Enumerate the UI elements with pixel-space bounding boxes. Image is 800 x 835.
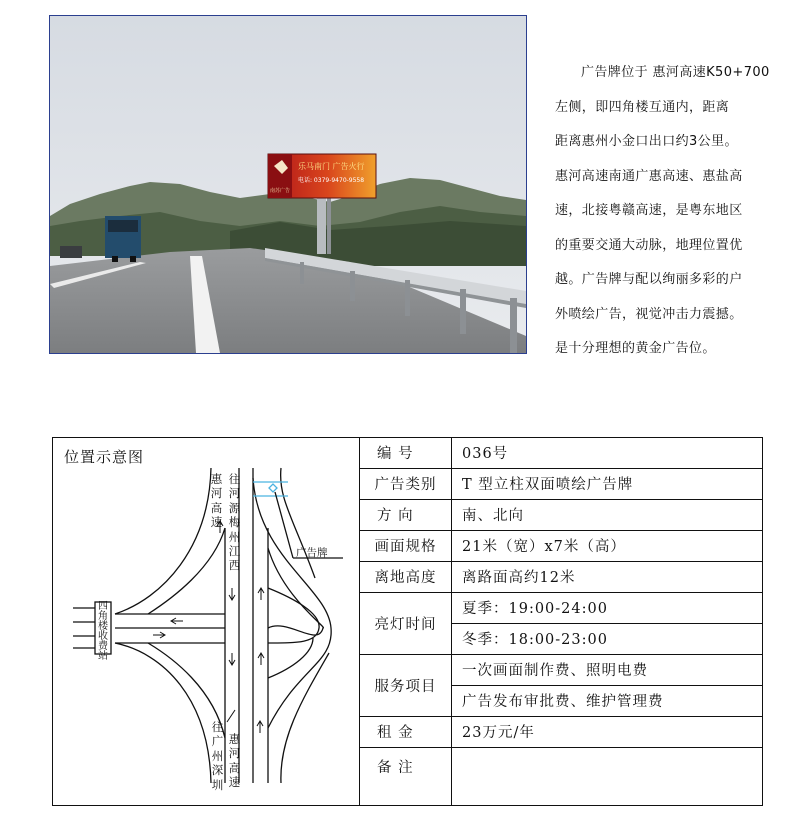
description-line: 是十分理想的黄金广告位。 bbox=[555, 341, 716, 356]
table-row bbox=[360, 654, 762, 685]
direction-value: 南、北向 bbox=[452, 499, 763, 530]
info-sheet bbox=[52, 437, 763, 806]
service-key: 服务项目 bbox=[360, 654, 452, 716]
lighting-summer: 夏季：19:00-24:00 bbox=[452, 592, 763, 623]
service-item-1: 一次画面制作费、照明电费 bbox=[452, 654, 763, 685]
map-title: 位置示意图 bbox=[64, 448, 145, 466]
service-item-2: 广告发布审批费、维护管理费 bbox=[452, 685, 763, 716]
billboard-brand-text: 南苏广告 bbox=[269, 188, 291, 194]
table-row bbox=[360, 468, 762, 499]
code-key: 编 号 bbox=[360, 438, 452, 468]
size-key: 画面规格 bbox=[360, 530, 452, 561]
type-value: T 型立柱双面喷绘广告牌 bbox=[452, 468, 763, 499]
description-line: 惠河高速南通广惠高速、惠盐高 bbox=[555, 168, 743, 184]
description-line: 距离惠州小金口出口约3公里。 bbox=[555, 134, 738, 149]
description-line: 广告牌位于 惠河高速K50+700 bbox=[581, 65, 770, 80]
billboard-photo bbox=[49, 15, 527, 354]
label-billboard: 广告牌 bbox=[296, 547, 328, 559]
billboard-phone-text: 电话: 0379-9470-9558 bbox=[298, 177, 365, 184]
table-row bbox=[360, 716, 762, 747]
info-table bbox=[360, 438, 762, 805]
table-row bbox=[360, 747, 762, 805]
direction-key: 方 向 bbox=[360, 499, 452, 530]
note-value bbox=[452, 747, 763, 805]
label-toll-station: 四角楼收费站 bbox=[98, 601, 108, 662]
label-huihe-highway-south: 惠河高速 bbox=[228, 732, 241, 790]
size-value: 21米（宽）x7米（高） bbox=[452, 530, 763, 561]
lighting-key: 亮灯时间 bbox=[360, 592, 452, 654]
table-row bbox=[360, 592, 762, 623]
table-row bbox=[360, 499, 762, 530]
label-huihe-highway-north: 惠河高速 bbox=[210, 472, 223, 530]
height-key: 离地高度 bbox=[360, 561, 452, 592]
table-row bbox=[360, 438, 762, 468]
description-line: 的重要交通大动脉，地理位置优 bbox=[555, 237, 743, 253]
billboard-headline-text: 乐马南门 广告火行 bbox=[298, 162, 365, 171]
label-to-heyuan-meizhou-jiangxi: 往河源梅州江西 bbox=[228, 472, 241, 573]
location-map bbox=[53, 438, 360, 805]
label-to-guangzhou-shenzhen: 往广州深圳 bbox=[211, 720, 224, 792]
code-value: 036号 bbox=[452, 438, 763, 468]
lighting-winter: 冬季：18:00-23:00 bbox=[452, 623, 763, 654]
rent-value: 23万元/年 bbox=[452, 716, 763, 747]
type-key: 广告类别 bbox=[360, 468, 452, 499]
description-line: 外喷绘广告，视觉冲击力震撼。 bbox=[555, 306, 743, 322]
description-line: 速，北接粤赣高速，是粤东地区 bbox=[555, 203, 743, 218]
height-value: 离路面高约12米 bbox=[452, 561, 763, 592]
description-line: 左侧，即四角楼互通内，距离 bbox=[555, 99, 730, 115]
table-row bbox=[360, 530, 762, 561]
note-key: 备 注 bbox=[360, 747, 452, 805]
rent-key: 租 金 bbox=[360, 716, 452, 747]
description-paragraph bbox=[555, 56, 775, 367]
description-line: 越。广告牌与配以绚丽多彩的户 bbox=[555, 272, 743, 287]
table-row bbox=[360, 561, 762, 592]
